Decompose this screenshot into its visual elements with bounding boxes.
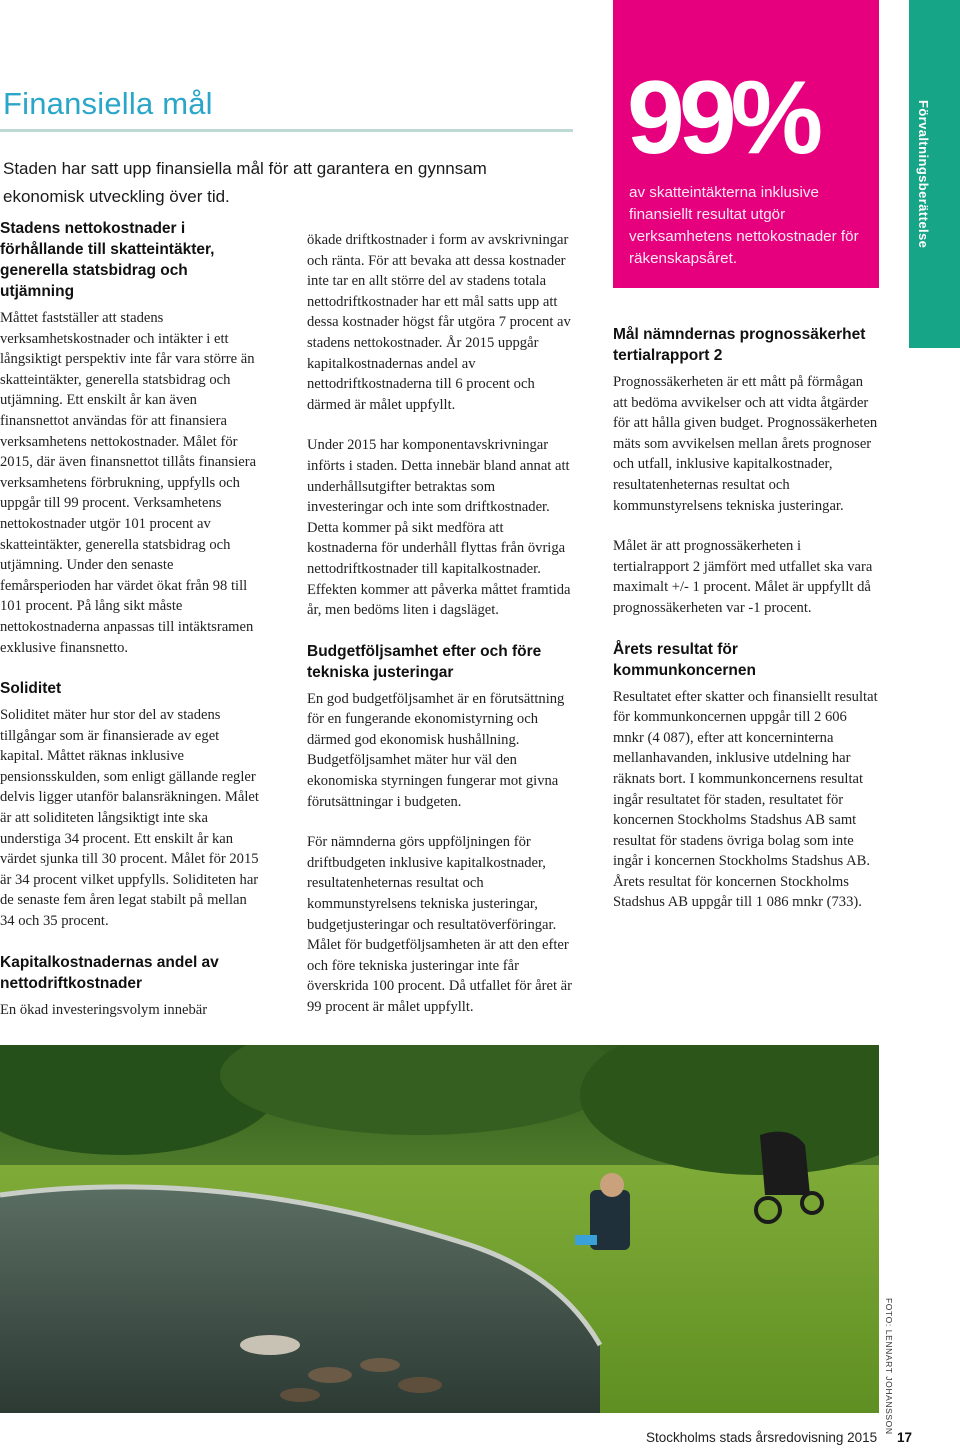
- column-left: [0, 218, 262, 1040]
- stat-description: av skatteintäkterna inklusive finansiellt resultat utgör verksamhetens nettokostnader för räkenskapsåret.: [629, 184, 859, 267]
- paragraph-komponentavskrivningar: Under 2015 har komponentavskrivningar införts i staden. Detta innebär bland annat att underhållsutgifter betraktas som investeringar och inte som driftkostnader. Detta kommer på sikt medföra att kostnaderna för underhåll flyttas från övriga nettodriftkostnader till kapitalkostnader. Effekten kommer att påverka måttet framtida år, men bedöms liten i dagsläget.: [307, 437, 571, 619]
- stat-callout: [613, 0, 879, 288]
- heading-prognossakerhet: Mål nämndernas prognossäkerhet tertialrapport 2: [613, 326, 866, 364]
- heading-arets-resultat: Årets resultat för kommunkoncernen: [613, 640, 756, 679]
- heading-soliditet: Soliditet: [0, 680, 62, 698]
- paragraph-budgetfoljsamhet: En god budgetföljsamhet är en förutsättning för en fungerande ekonomistyrning och därmed god ekonomisk hushållning. Budgetföljsamhet mäter hur väl den ekonomiska styrningen fungerar mot givna förutsättningar i budgeten.: [307, 690, 565, 810]
- paragraph-uppfoljning: För nämnderna görs uppföljningen för driftbudgeten inklusive kapitalkostnader, resultatenheternas resultat och kommunstyrelsens tekniska justeringar, budgetjusteringar och resultatöverföringar. Målet för budgetföljsamheten är att den efter och före tekniska justeringar inte får överskrida 100 procent. Då utfallet för året är 99 procent är målet uppfyllt.: [307, 834, 573, 1015]
- footer-publication: Stockholms stads årsredovisning 2015: [646, 1430, 878, 1445]
- photo-credit: FOTO: LENNART JOHANSSON: [884, 1298, 894, 1435]
- park-photo: [0, 1045, 879, 1413]
- heading-kapitalkostnader: Kapitalkostnadernas andel av nettodriftkostnader: [0, 953, 219, 992]
- column-right: [613, 324, 879, 933]
- paragraph-kapitalkostnader-start: En ökad investeringsvolym innebär: [0, 1001, 208, 1018]
- paragraph-nettokostnader: Måttet fastställer att stadens verksamhetskostnader och intäkter i ett långsiktigt perspektiv inte får vara större än skatteintäkter, generella statsbidrag och utjämning. Ett enskilt år kan även finansnettot användas för att finansiera verksamhetens nettokostnader. Målet för 2015, där även finansnettot tillåts finansiera verksamhetens förbrukning, uppfylls och uppgår till 99 procent. Verksamhetens nettokostnader utgör 101 procent av skatteintäkter, generella statsbidrag och utjämning. Under den senaste femårsperioden har värdet ökat från 98 till 101 procent. På lång sikt måste nettokostnaderna anpassas till intäktsramen exklusive finansnetto.: [0, 310, 257, 656]
- paragraph-prognos-mal: Målet är att prognossäkerheten i tertialrapport 2 jämfört med utfallet ska vara maximalt +/- 1 procent. Målet är uppfyllt då prognossäkerheten var -1 procent.: [613, 538, 873, 616]
- paragraph-arets-resultat: Resultatet efter skatter och finansiellt resultat för kommunkoncernen uppgår till 2 606 mnkr (4 087), efter att koncerninterna mellanhavanden, inklusive utdelning har räknats bort. I kommunkoncernens resultat ingår resultatet för staden, resultatet för koncernen Stockholms Stadshus AB samt resultat för stadens övriga bolag som inte ingår i koncernen Stockholms Stadshus AB. Årets resultat för koncernen Stockholms Stadshus AB uppgår till 1 086 mnkr (733).: [613, 688, 878, 911]
- title-divider: [0, 129, 573, 132]
- heading-budgetfoljsamhet: Budgetföljsamhet efter och före tekniska justeringar: [307, 642, 542, 681]
- paragraph-kapitalkostnader-cont: ökade driftkostnader i form av avskrivningar och ränta. För att bevaka att dessa kostnader inte tar en allt större del av stadens totala nettodriftkostnader har ett mål satts upp att dessa kostnader högst får utgöra 7 procent av stadens nettokostnader. År 2015 uppgår kapitalkostnadernas andel av nettodriftkostnaderna till 6 procent och därmed är målet uppfyllt.: [307, 232, 571, 413]
- paragraph-prognossakerhet: Prognossäkerheten är ett mått på förmågan att bedöma avvikelser och att vidta åtgärder för att hålla given budget. Prognossäkerheten mäts som avvikelsen mellan årets prognoser och utfall, inklusive kapitalkostnader, resultatenheternas resultat och kommunstyrelsens tekniska justeringar.: [613, 374, 878, 514]
- column-middle: [307, 230, 573, 1038]
- section-tab-label: Förvaltningsberättelse: [916, 100, 931, 249]
- page-title: Finansiella mål: [3, 86, 213, 121]
- heading-nettokostnader: Stadens nettokostnader i förhållande till skatteintäkter, generella statsbidrag och utjämning: [0, 220, 215, 300]
- lead-text: Staden har satt upp finansiella mål för att garantera en gynnsam ekonomisk utveckling över tid.: [3, 159, 487, 206]
- paragraph-soliditet: Soliditet mäter hur stor del av stadens tillgångar som är finansierade av eget kapital. Måttet räknas inklusive pensionsskulden, som enligt gällande regler delvis ligger utanför balansräkningen. Målet är att soliditeten långsiktigt inte ska understiga 34 procent. Ett enskilt år kan värdet sjunka till 30 procent. Målet för 2015 är 34 procent vilket uppfylls. Soliditeten har de senaste fem åren legat stabilt på mellan 34 och 35 procent.: [0, 707, 259, 930]
- page-number: 17: [897, 1430, 913, 1445]
- stat-value: 99%: [627, 60, 818, 176]
